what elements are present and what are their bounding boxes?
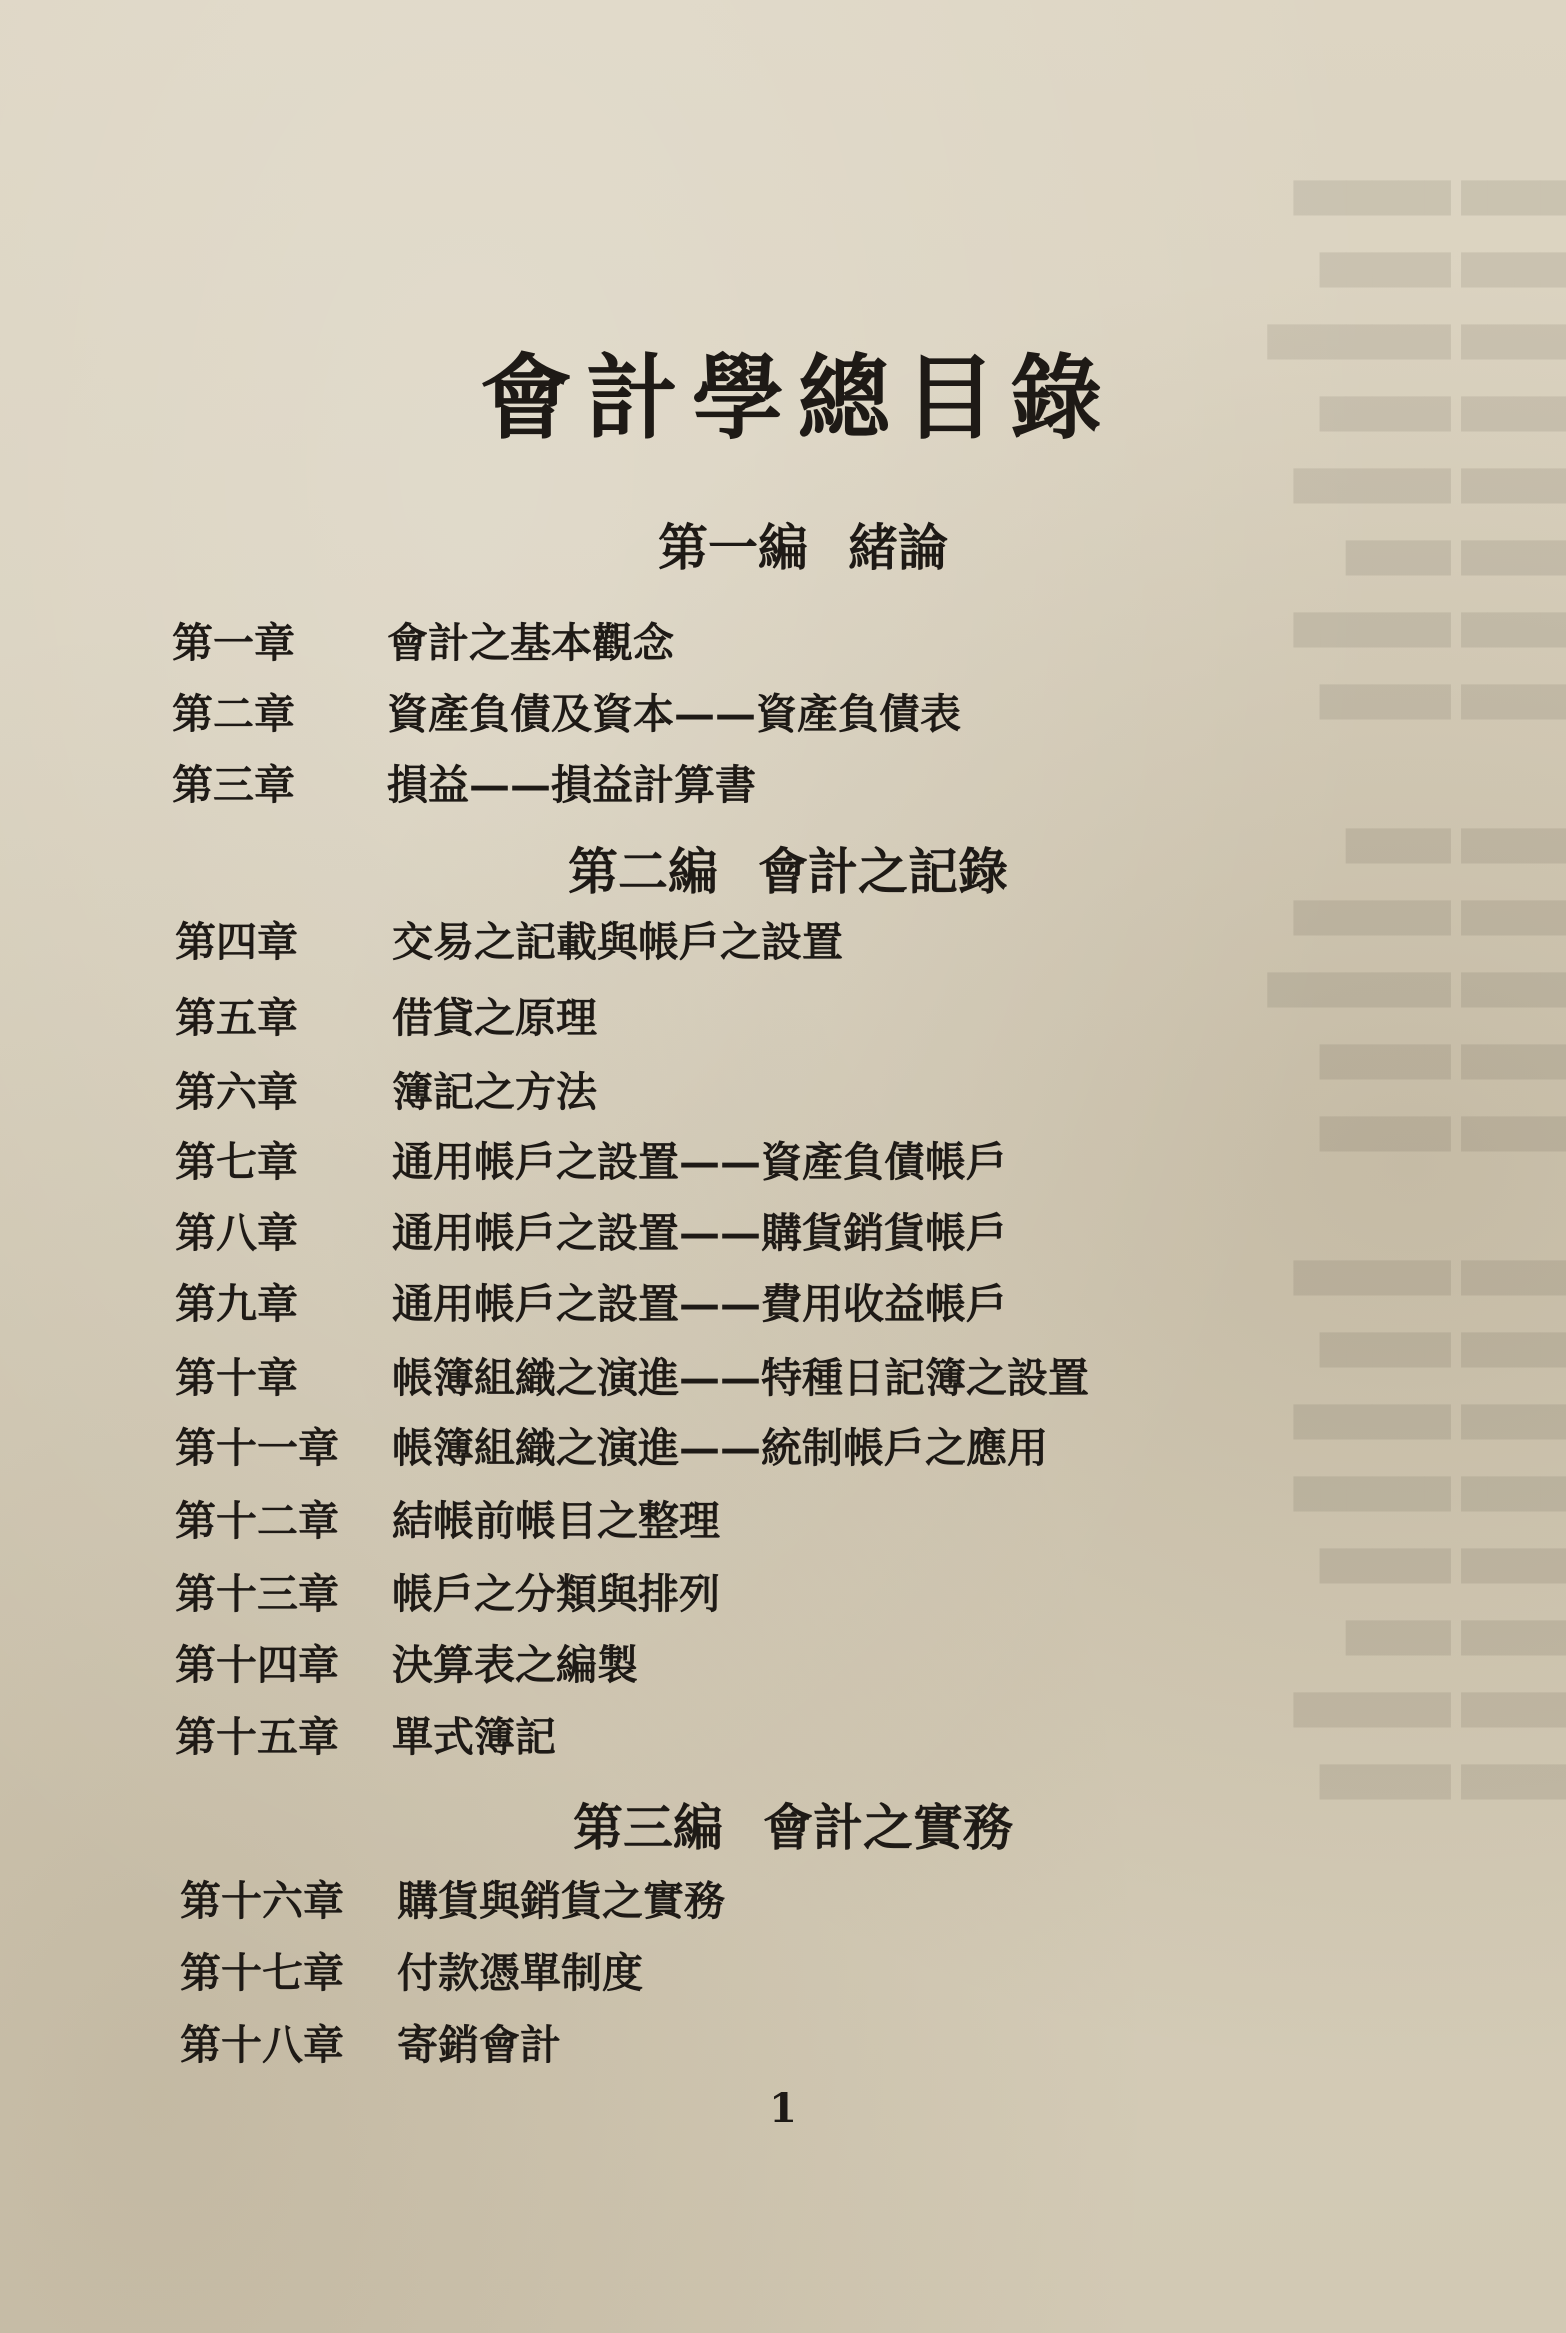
section-label: 第三編 [573, 1798, 723, 1857]
show-through-texture: ▇▇▇▇ ▇▇▇▇▇▇ ▇▇▇▇ ▇▇▇▇▇ ▇▇▇▇ ▇▇▇▇▇▇▇ ▇▇▇▇ ▇▇▇▇▇ ▇▇▇▇ ▇▇▇▇▇▇ ▇▇▇▇ ▇▇▇▇ ▇▇▇▇ ▇▇▇▇▇▇ ▇▇▇▇ ▇▇▇▇▇ ▇▇▇▇ ▇▇▇▇ ▇▇▇▇ ▇▇▇▇▇▇ ▇▇▇▇ ▇▇▇▇▇▇▇ ▇▇▇▇ ▇▇▇▇▇ ▇▇▇▇ ▇▇▇▇▇ ▇▇▇▇ ▇▇▇▇▇▇ ▇▇▇▇ ▇▇▇▇▇ ▇▇▇▇ ▇▇▇▇▇▇ ▇▇▇▇ ▇▇▇▇▇▇ ▇▇▇▇ ▇▇▇▇▇ ▇▇▇▇ ▇▇▇▇ ▇▇▇▇ ▇▇▇▇▇▇ ▇▇▇▇ ▇▇▇▇▇ [1267, 176, 1566, 1800]
chapter-number: 第九章 [175, 1280, 298, 1328]
section-heading [573, 1788, 1013, 1860]
chapter-title: 付款憑單制度 [397, 1949, 643, 1997]
chapter-number: 第十三章 [175, 1570, 339, 1618]
chapter-title: 寄銷會計 [397, 2021, 561, 2069]
chapter-number: 第十八章 [180, 2021, 344, 2069]
chapter-number: 第十一章 [175, 1424, 339, 1472]
chapter-title: 資產負債及資本——資產負債表 [387, 690, 961, 738]
chapter-title: 通用帳戶之設置——費用收益帳戶 [392, 1280, 1007, 1328]
chapter-title: 決算表之編製 [392, 1641, 638, 1689]
chapter-number: 第三章 [172, 761, 295, 809]
section-label: 第一編 [658, 518, 808, 577]
page-number: 1 [769, 2085, 797, 2132]
chapter-number: 第十四章 [175, 1641, 339, 1689]
chapter-title: 交易之記載與帳戶之設置 [392, 918, 843, 966]
chapter-number: 第六章 [175, 1068, 298, 1116]
section-heading [658, 508, 948, 580]
chapter-title: 單式簿記 [392, 1713, 556, 1761]
section-heading [568, 832, 1008, 904]
chapter-title: 結帳前帳目之整理 [392, 1497, 720, 1545]
chapter-number: 第四章 [175, 918, 298, 966]
chapter-title: 帳戶之分類與排列 [392, 1570, 720, 1618]
chapter-number: 第二章 [172, 690, 295, 738]
chapter-title: 通用帳戶之設置——購貨銷貨帳戶 [392, 1209, 1007, 1257]
chapter-number: 第十七章 [180, 1949, 344, 1997]
section-name: 會計之記錄 [758, 842, 1008, 901]
chapter-number: 第十章 [175, 1354, 298, 1402]
chapter-title: 購貨與銷貨之實務 [397, 1877, 725, 1925]
chapter-number: 第十六章 [180, 1877, 344, 1925]
section-name: 會計之實務 [763, 1798, 1013, 1857]
chapter-title: 會計之基本觀念 [387, 619, 674, 667]
chapter-title: 損益——損益計算書 [387, 761, 756, 809]
chapter-title: 簿記之方法 [392, 1068, 597, 1116]
chapter-number: 第八章 [175, 1209, 298, 1257]
chapter-title: 帳簿組織之演進——統制帳戶之應用 [392, 1424, 1048, 1472]
chapter-number: 第五章 [175, 994, 298, 1042]
chapter-title: 帳簿組織之演進——特種日記簿之設置 [392, 1354, 1089, 1402]
chapter-title: 通用帳戶之設置——資產負債帳戶 [392, 1138, 1007, 1186]
chapter-number: 第十五章 [175, 1713, 339, 1761]
chapter-title: 借貸之原理 [392, 994, 597, 1042]
chapter-number: 第十二章 [175, 1497, 339, 1545]
toc-title: 會計學總目錄 [479, 344, 1116, 452]
section-label: 第二編 [568, 842, 718, 901]
chapter-number: 第七章 [175, 1138, 298, 1186]
section-name: 緒論 [848, 518, 948, 577]
chapter-number: 第一章 [172, 619, 295, 667]
